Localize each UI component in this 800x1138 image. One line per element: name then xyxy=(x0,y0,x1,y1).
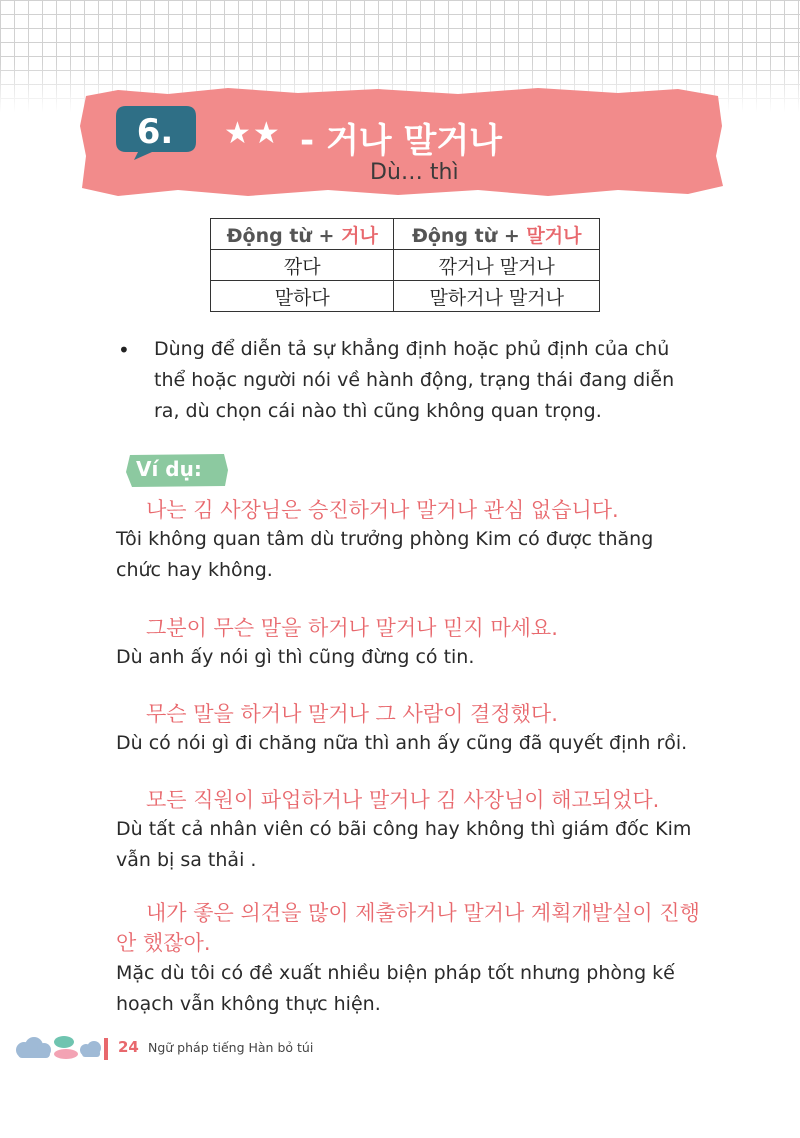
table-cell: 말하거나 말거나 xyxy=(394,281,600,312)
example-vietnamese: Dù tất cả nhân viên có bãi công hay không thì giám đốc Kim vẫn bị sa thải . xyxy=(116,818,692,871)
footer-divider xyxy=(104,1038,108,1060)
grammar-meaning: Dù… thì xyxy=(370,160,459,185)
example-korean: 내가 좋은 의견을 많이 제출하거나 말거나 계획개발실이 진행 안 했잖아. xyxy=(116,901,700,955)
explanation xyxy=(118,334,698,427)
table-cell: 깎다 xyxy=(211,250,394,281)
header-suffix: 말거나 xyxy=(526,224,582,247)
table-header-row xyxy=(211,219,600,250)
example-vietnamese: Dù có nói gì đi chăng nữa thì anh ấy cũng đã quyết định rồi. xyxy=(116,732,688,754)
explanation-text: Dùng để diễn tả sự khẳng định hoặc phủ định của chủ thể hoặc người nói về hành động, trạng thái đang diễn ra, dù chọn cái nào thì cũng không quan trọng. xyxy=(154,338,675,422)
example-vietnamese: Tôi không quan tâm dù trưởng phòng Kim có được thăng chức hay không. xyxy=(116,528,654,581)
section-number: 6. xyxy=(136,112,174,152)
header-prefix: Động từ + xyxy=(411,224,527,247)
book-title: Ngữ pháp tiếng Hàn bỏ túi xyxy=(148,1040,314,1055)
example-korean: 모든 직원이 파업하거나 말거나 김 사장님이 해고되었다. xyxy=(146,788,660,812)
table-cell: 깎거나 말거나 xyxy=(394,250,600,281)
header-prefix: Động từ + xyxy=(226,224,342,247)
table-row xyxy=(211,281,600,312)
header-suffix: 거나 xyxy=(341,224,378,247)
conjugation-table xyxy=(210,218,600,312)
table-header-cell xyxy=(211,219,394,250)
table-cell: 말하다 xyxy=(211,281,394,312)
table-row xyxy=(211,250,600,281)
difficulty-stars-icon: ★★ xyxy=(224,116,282,151)
example-korean: 무슨 말을 하거나 말거나 그 사람이 결정했다. xyxy=(146,702,558,726)
example-korean: 나는 김 사장님은 승진하거나 말거나 관심 없습니다. xyxy=(146,498,619,522)
example-label: Ví dụ: xyxy=(136,457,202,481)
page-number: 24 xyxy=(118,1038,139,1056)
grammar-title: - 거나 말거나 xyxy=(300,121,503,161)
example-korean: 그분이 무슨 말을 하거나 말거나 믿지 마세요. xyxy=(146,616,558,640)
bullet-icon: • xyxy=(118,338,130,362)
table-header-cell xyxy=(394,219,600,250)
example-vietnamese: Mặc dù tôi có đề xuất nhiều biện pháp tốt nhưng phòng kế hoạch vẫn không thực hiện. xyxy=(116,962,675,1015)
example-vietnamese: Dù anh ấy nói gì thì cũng đừng có tin. xyxy=(116,646,475,668)
